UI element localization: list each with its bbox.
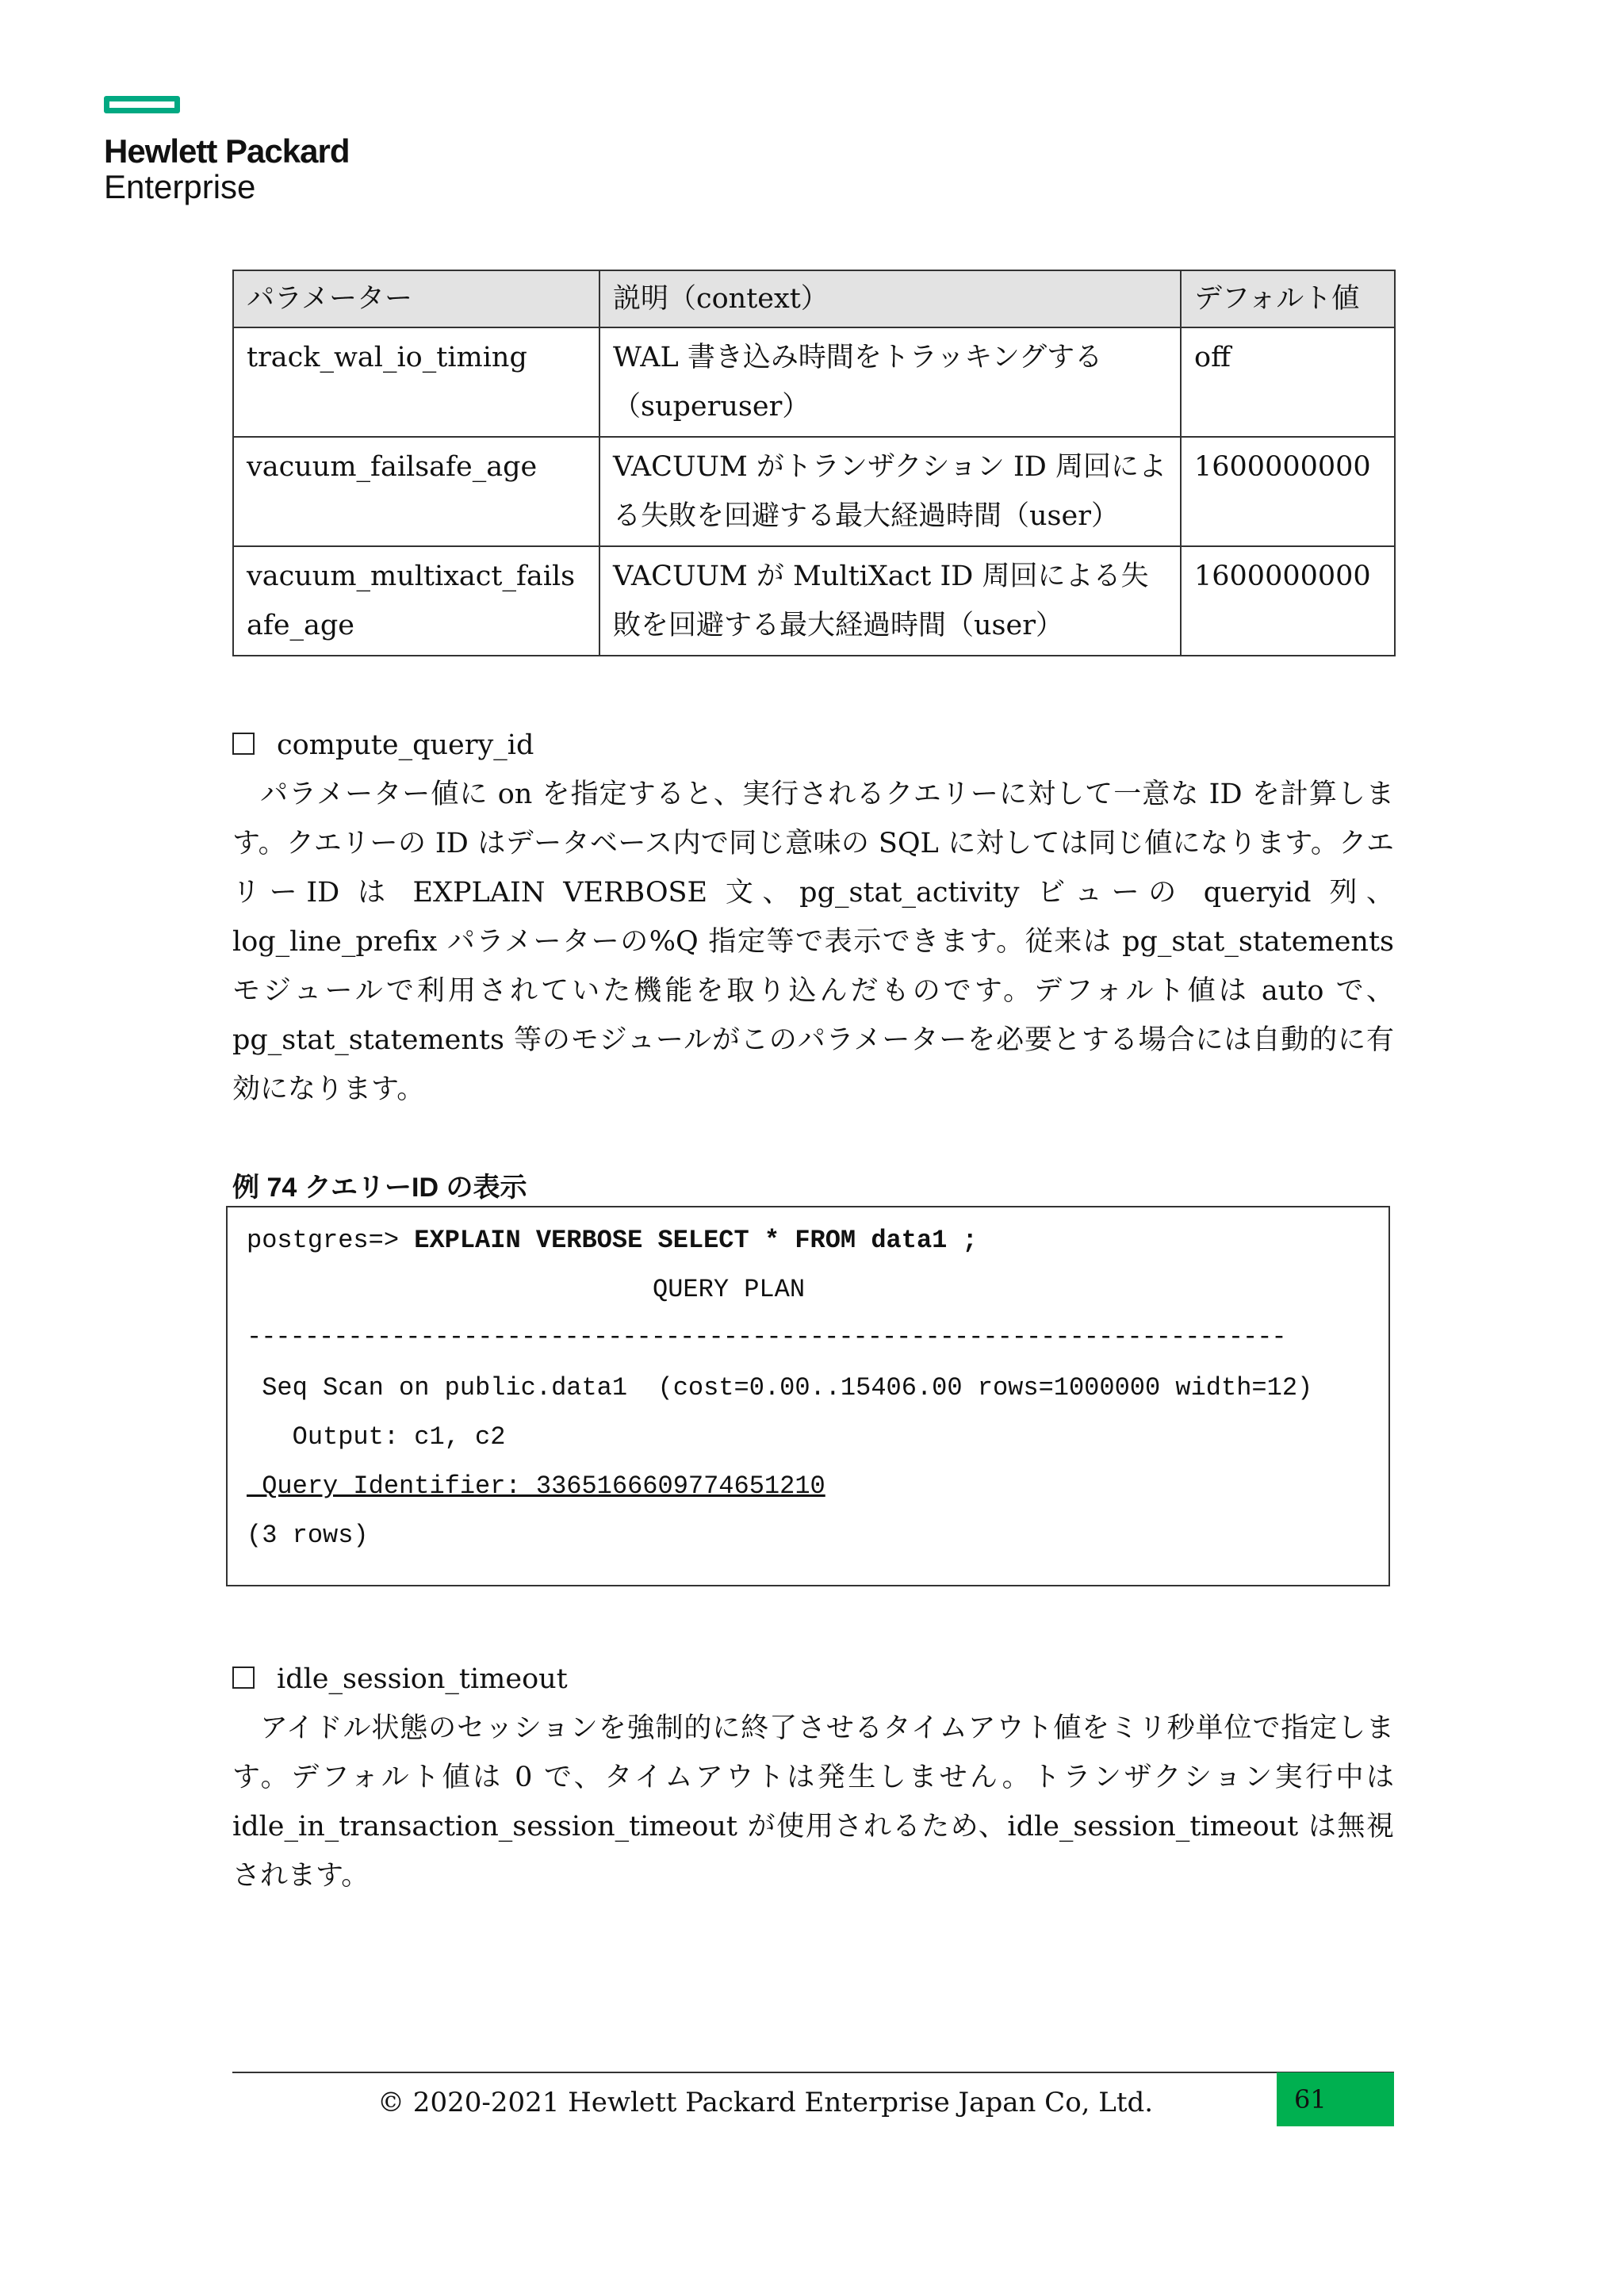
hpe-logo: [104, 96, 349, 205]
table-row: [233, 437, 1395, 546]
code-example-box: [226, 1206, 1390, 1586]
hpe-logo-element-icon: [104, 96, 180, 113]
code-command: EXPLAIN VERBOSE SELECT * FROM data1 ;: [414, 1226, 978, 1255]
example-caption: 例 74 クエリーID の表示: [232, 1173, 527, 1203]
section-heading: [232, 1655, 1394, 1704]
table-header-cell: デフォルト値: [1181, 270, 1395, 327]
footer-copyright: © 2020-2021 Hewlett Packard Enterprise Japan Co, Ltd.: [377, 2087, 1154, 2118]
table-header-cell: パラメーター: [233, 270, 599, 327]
table-header-row: [233, 270, 1395, 327]
param-desc-cell: VACUUM がトランザクション ID 周回による失敗を回避する最大経過時間（user）: [599, 437, 1181, 546]
code-separator: ------------------------------------------------------------------------: [247, 1322, 1286, 1352]
checkbox-icon: [232, 733, 255, 755]
section-title: idle_session_timeout: [277, 1663, 568, 1695]
param-name-cell: vacuum_multixact_failsafe_age: [233, 546, 599, 656]
section-body: アイドル状態のセッションを強制的に終了させるタイムアウト値をミリ秒単位で指定します。デフォルト値は 0 で、タイムアウトは発生しません。トランザクション実行中は idle_in_transaction_session_timeout が使用されるため、idle_session_timeout は無視されます。: [232, 1712, 1394, 1892]
param-default-cell: 1600000000: [1181, 437, 1395, 546]
code-query-id-line: Query Identifier: 3365166609774651210: [247, 1471, 825, 1501]
section-idle-session-timeout: [232, 1655, 1394, 1900]
page-number: 61: [1277, 2072, 1394, 2126]
param-desc-cell: WAL 書き込み時間をトラッキングする（superuser）: [599, 327, 1181, 437]
section-body: パラメーター値に on を指定すると、実行されるクエリーに対して一意な ID を計算します。クエリーの ID はデータベース内で同じ意味の SQL に対しては同じ値になります。クエリーID は EXPLAIN VERBOSE 文、pg_stat_activity ビューの queryid 列、log_line_prefix パラメーターの%Q 指定等で表示できます。従来は pg_stat_statements モジュールで利用されていた機能を取り込んだものです。デフォルト値は auto で、pg_stat_statements 等のモジュールがこのパラメーターを必要とする場合には自動的に有効になります。: [232, 779, 1394, 1105]
code-result-header: QUERY PLAN: [653, 1275, 806, 1304]
footer-divider: [232, 2072, 1394, 2073]
code-plan-line: Seq Scan on public.data1 (cost=0.00..15406.00 rows=1000000 width=12): [247, 1373, 1313, 1402]
param-default-cell: off: [1181, 327, 1395, 437]
code-prompt: postgres=>: [247, 1226, 415, 1255]
logo-text-line1: Hewlett Packard: [104, 132, 350, 170]
table-row: [233, 327, 1395, 437]
table-row: [233, 546, 1395, 656]
section-heading: [232, 721, 1394, 770]
table-header-cell: 説明（context）: [599, 270, 1181, 327]
parameter-table: [232, 270, 1396, 656]
checkbox-icon: [232, 1667, 255, 1689]
param-name-cell: vacuum_failsafe_age: [233, 437, 599, 546]
logo-text-line2: Enterprise: [104, 168, 256, 205]
param-default-cell: 1600000000: [1181, 546, 1395, 656]
param-desc-cell: VACUUM が MultiXact ID 周回による失敗を回避する最大経過時間（user）: [599, 546, 1181, 656]
section-compute-query-id: [232, 721, 1394, 1114]
code-rows-line: (3 rows): [247, 1521, 369, 1550]
code-output-line: Output: c1, c2: [247, 1422, 506, 1452]
param-name-cell: track_wal_io_timing: [233, 327, 599, 437]
code-command-line: [247, 1225, 978, 1257]
section-title: compute_query_id: [277, 729, 534, 761]
